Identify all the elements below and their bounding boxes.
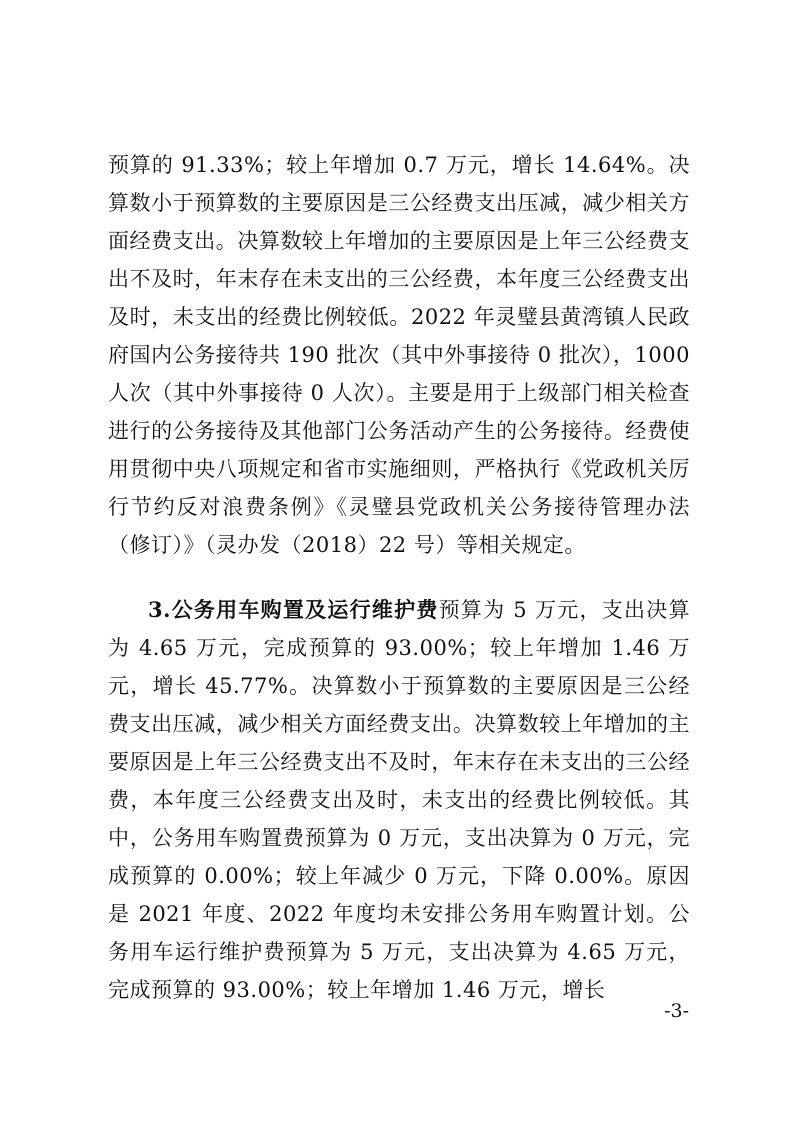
section-heading-vehicle-costs: 3.公务用车购置及运行维护费 xyxy=(148,597,439,622)
body-paragraph-2 xyxy=(108,591,690,1009)
page-number: -3- xyxy=(664,1000,689,1022)
section-body-vehicle-costs: 预算为 5 万元，支出决算为 4.65 万元，完成预算的 93.00%；较上年增加 1.46 万元，增长 45.77%。决算数小于预算数的主要原因是三公经费支出压减，减少相关方面经费支出。决算数较上年增加的主要原因是上年三公经费支出不及时，年末存在未支出的三公经费，本年度三公经费支出及时，未支出的经费比例较低。其中，公务用车购置费预算为 0 万元，支出决算为 0 万元，完成预算的 0.00%；较上年减少 0 万元，下降 0.00%。原因是 2021 年度、2022 年度均未安排公务用车购置计划。公务用车运行维护费预算为 5 万元，支出决算为 4.65 万元，完成预算的 93.00%；较上年增加 1.46 万元，增长 xyxy=(108,598,691,1002)
body-paragraph-1: 预算的 91.33%；较上年增加 0.7 万元，增长 14.64%。决算数小于预算数的主要原因是三公经费支出压减，减少相关方面经费支出。决算数较上年增加的主要原因是上年三公经费支出不及时，年末存在未支出的三公经费，本年度三公经费支出及时，未支出的经费比例较低。2022 年灵璧县黄湾镇人民政府国内公务接待共 190 批次（其中外事接待 0 批次），1000 人次（其中外事接待 0 人次）。主要是用于上级部门相关检查进行的公务接待及其他部门公务活动产生的公务接待。经费使用贯彻中央八项规定和省市实施细则，严格执行《党政机关厉行节约反对浪费条例》《灵璧县党政机关公务接待管理办法（修订）》（灵办发（2018）22 号）等相关规定。 xyxy=(108,153,690,557)
